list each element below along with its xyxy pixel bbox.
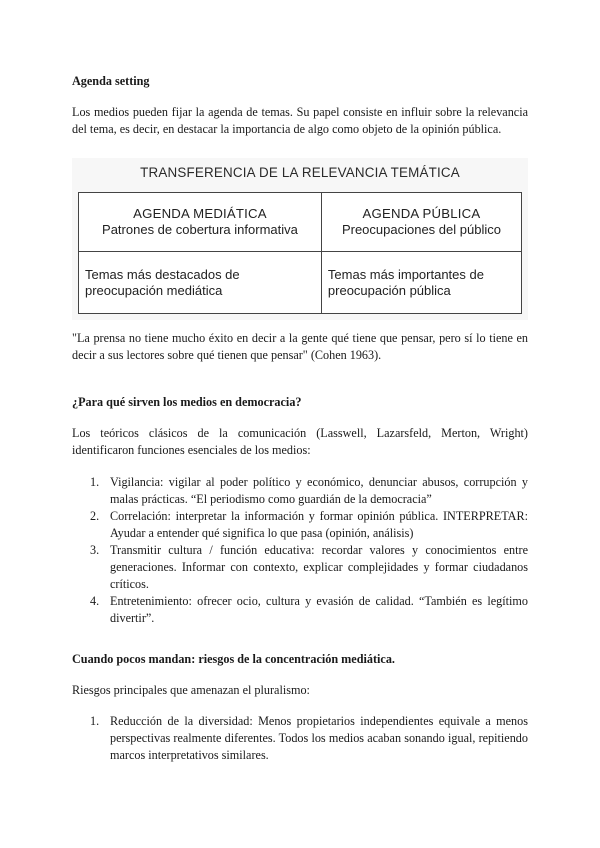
list-number: 3.	[90, 543, 100, 557]
body-line: preocupación pública	[327, 282, 451, 298]
list-item	[90, 593, 528, 627]
list-number: 2.	[90, 509, 100, 523]
list-number: 4.	[90, 594, 100, 608]
header-subtitle-media-agenda: Patrones de cobertura informativa	[102, 222, 298, 238]
relevance-transfer-figure	[72, 158, 528, 320]
list-item	[90, 542, 528, 593]
header-subtitle-public-agenda: Preocupaciones del público	[341, 222, 501, 238]
list-item-text: Transmitir cultura / función educativa: recordar valores y conocimientos entre generaciones. Informar con contexto, explicar complejidades y formar ciudadanos críticos.	[110, 543, 528, 591]
body-line: Temas más destacados de	[85, 266, 240, 282]
header-title-media-agenda: AGENDA MEDIÁTICA	[133, 206, 267, 222]
table-body-row	[79, 252, 522, 314]
body-line: preocupación mediática	[85, 282, 223, 298]
list-number: 1.	[90, 475, 100, 489]
paragraph-agenda-setting: Los medios pueden fijar la agenda de temas. Su papel consiste en influir sobre la relevancia del tema, es decir, en destacar la importancia de algo como objeto de la opinión pública.	[72, 105, 528, 136]
figure-title: TRANSFERENCIA DE LA RELEVANCIA TEMÁTICA	[140, 165, 460, 180]
list-item	[90, 713, 528, 764]
body-cell-public-agenda	[321, 252, 521, 314]
header-cell-media-agenda	[79, 193, 322, 252]
table-header-row	[79, 193, 522, 252]
section-heading-agenda-setting: Agenda setting	[72, 74, 150, 88]
list-item-text: Entretenimiento: ofrecer ocio, cultura y evasión de calidad. “También es legítimo divertir”.	[110, 594, 528, 625]
body-cell-media-agenda	[79, 252, 322, 314]
list-item-text: Reducción de la diversidad: Menos propietarios independientes equivale a menos perspectivas realmente diferentes. Todos los medios acaban sonando igual, repitiendo marcos interpretativos similares.	[110, 714, 528, 762]
paragraph-concentration: Riesgos principales que amenazan el pluralismo:	[72, 683, 310, 697]
media-functions-list	[90, 474, 528, 627]
list-item	[90, 508, 528, 542]
paragraph-democracy: Los teóricos clásicos de la comunicación (Lasswell, Lazarsfeld, Merton, Wright) identificaron funciones esenciales de los medios:	[72, 426, 528, 457]
list-number: 1.	[90, 714, 100, 728]
section-heading-concentration: Cuando pocos mandan: riesgos de la concentración mediática.	[72, 652, 395, 666]
concentration-risks-list	[90, 713, 528, 764]
cohen-quote: "La prensa no tiene mucho éxito en decir a la gente qué tiene que pensar, pero sí lo tiene en decir a sus lectores sobre qué tienen que pensar" (Cohen 1963).	[72, 331, 528, 362]
agenda-comparison-table	[78, 192, 522, 314]
header-cell-public-agenda	[321, 193, 521, 252]
list-item-text: Vigilancia: vigilar al poder político y económico, denunciar abusos, corrupción y malas prácticas. “El periodismo como guardián de la democracia”	[110, 475, 528, 506]
list-item-text: Correlación: interpretar la información y formar opinión pública. INTERPRETAR: Ayudar a entender qué significa lo que pasa (opinión, análisis)	[110, 509, 528, 540]
list-item	[90, 474, 528, 508]
body-line: Temas más importantes de	[327, 266, 484, 282]
header-title-public-agenda: AGENDA PÚBLICA	[362, 206, 481, 222]
section-heading-democracy: ¿Para qué sirven los medios en democracia?	[72, 395, 302, 409]
